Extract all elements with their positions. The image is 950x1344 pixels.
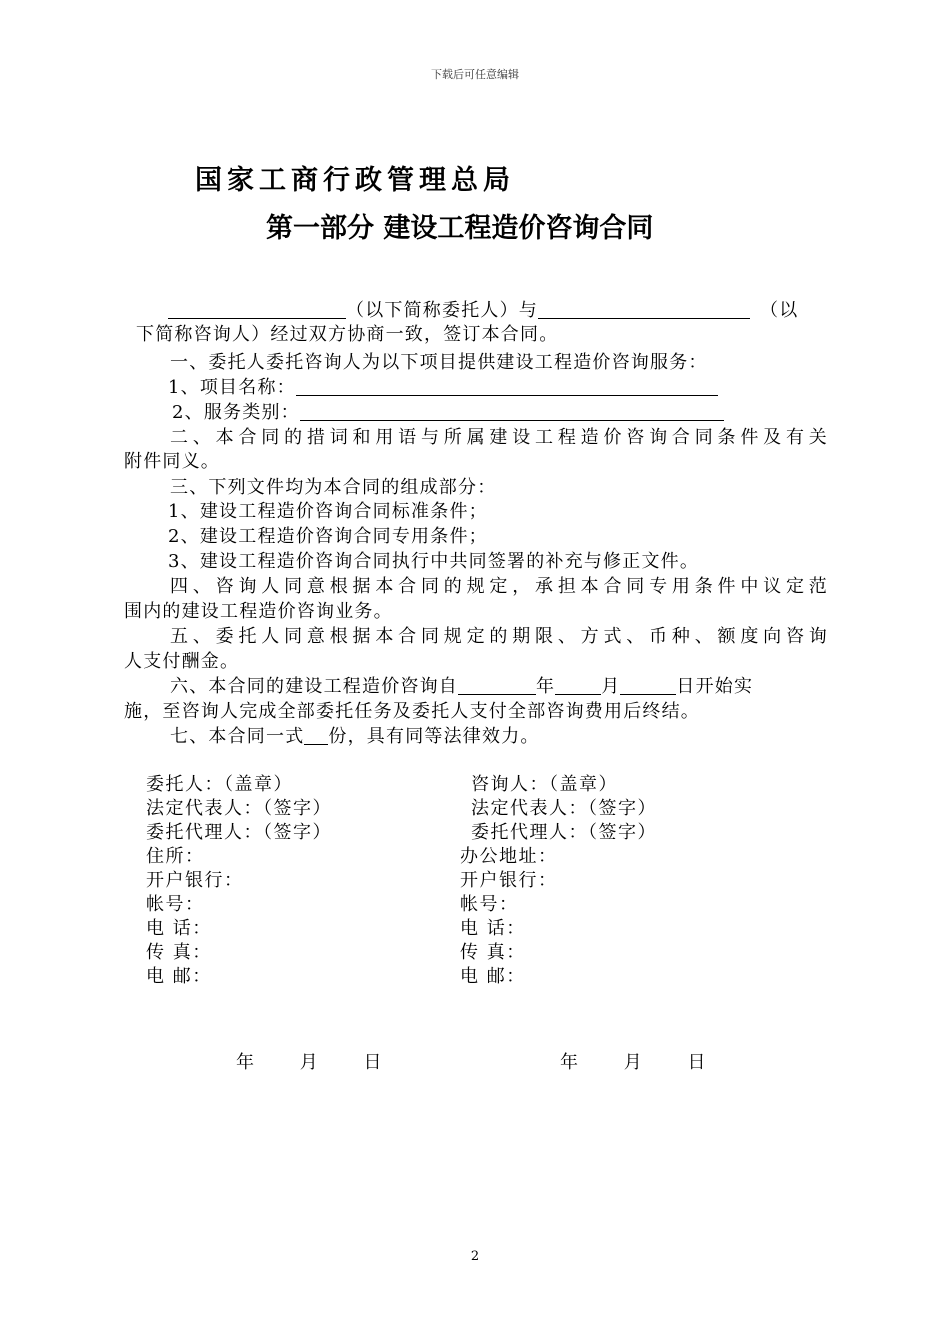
- intro-line-1: [168, 299, 798, 323]
- service-type-blank[interactable]: [300, 402, 724, 421]
- client-date: [236, 1048, 382, 1074]
- consultant-fax: 传 真：: [460, 942, 526, 963]
- start-month-blank[interactable]: [555, 676, 601, 695]
- client-name-blank[interactable]: [168, 300, 346, 319]
- clause-5-line-2: 人支付酬金。: [124, 651, 240, 672]
- intro-part-b: （以: [760, 300, 799, 321]
- project-name-label: 1、项目名称：: [168, 377, 296, 398]
- client-email: 电 邮：: [146, 966, 212, 987]
- consultant-legal-rep: 法定代表人：（签字）: [471, 798, 657, 819]
- client-legal-rep: 法定代表人：（签字）: [146, 798, 332, 819]
- consultant-date-month: 月: [623, 1052, 643, 1073]
- consultant-email: 电 邮：: [460, 966, 526, 987]
- consultant-agent: 委托代理人：（签字）: [471, 822, 657, 843]
- client-address: 住所：: [146, 846, 205, 867]
- copies-blank[interactable]: [304, 726, 328, 745]
- service-type-label: 2、服务类别：: [172, 402, 300, 423]
- consultant-account: 帐号：: [460, 894, 519, 915]
- consultant-seal: 咨询人：（盖章）: [471, 774, 618, 795]
- title-main: 第一部分 建设工程造价咨询合同: [266, 213, 654, 244]
- clause-2-line-2: 附件同义。: [124, 451, 220, 472]
- title-organization: 国家工商行政管理总局: [195, 165, 515, 196]
- clause-3-item-3: 3、建设工程造价咨询合同执行中共同签署的补充与修正文件。: [168, 551, 700, 572]
- consultant-office-address: 办公地址：: [460, 846, 558, 867]
- consultant-date: [560, 1048, 706, 1074]
- clause-7: 七、本合同一式 份，具有同等法律效力。: [170, 726, 540, 747]
- consultant-name-blank[interactable]: [538, 300, 750, 319]
- intro-part-a: （以下简称委托人）与: [346, 300, 538, 321]
- clause-1-item-1: [168, 376, 718, 400]
- clause-3-item-1: 1、建设工程造价咨询合同标准条件；: [168, 501, 488, 522]
- intro-line-2: 下简称咨询人）经过双方协商一致，签订本合同。: [136, 324, 559, 345]
- client-phone: 电 话：: [146, 918, 212, 939]
- client-agent: 委托代理人：（签字）: [146, 822, 332, 843]
- client-account: 帐号：: [146, 894, 205, 915]
- clause-6-line-2: 施，至咨询人完成全部委托任务及委托人支付全部咨询费用后终结。: [124, 701, 700, 722]
- client-bank: 开户银行：: [146, 870, 244, 891]
- client-fax: 传 真：: [146, 942, 212, 963]
- consultant-phone: 电 话：: [460, 918, 526, 939]
- clause-3-item-2: 2、建设工程造价咨询合同专用条件；: [168, 526, 488, 547]
- clause-2-line-1: 二、本合同的措词和用语与所属建设工程造价咨询合同条件及有关: [170, 427, 828, 448]
- clause-5-line-1: 五、委托人同意根据本合同规定的期限、方式、币种、额度向咨询: [170, 626, 828, 647]
- start-day-blank[interactable]: [620, 676, 676, 695]
- clause-6-line-1: 六、本合同的建设工程造价咨询自 年 月 日开始实: [170, 676, 754, 697]
- clause-1: 一、委托人委托咨询人为以下项目提供建设工程造价咨询服务：: [170, 352, 708, 373]
- consultant-sign-block: [460, 773, 657, 989]
- header-note: 下载后可任意编辑: [431, 68, 519, 81]
- page-number: 2: [470, 1249, 480, 1264]
- client-date-month: 月: [299, 1052, 319, 1073]
- client-seal: 委托人：（盖章）: [146, 774, 293, 795]
- client-sign-block: [146, 773, 332, 989]
- consultant-date-day: 日: [687, 1052, 707, 1073]
- consultant-bank: 开户银行：: [460, 870, 558, 891]
- project-name-blank[interactable]: [296, 377, 718, 396]
- client-date-day: 日: [363, 1052, 383, 1073]
- clause-3: 三、下列文件均为本合同的组成部分：: [170, 477, 497, 498]
- clause-1-item-2: [172, 401, 724, 425]
- clause-4-line-2: 围内的建设工程造价咨询业务。: [124, 601, 393, 622]
- start-year-blank[interactable]: [458, 676, 536, 695]
- clause-4-line-1: 四、咨询人同意根据本合同的规定，承担本合同专用条件中议定范: [170, 576, 828, 597]
- consultant-date-year: 年: [560, 1052, 579, 1073]
- client-date-year: 年: [236, 1052, 255, 1073]
